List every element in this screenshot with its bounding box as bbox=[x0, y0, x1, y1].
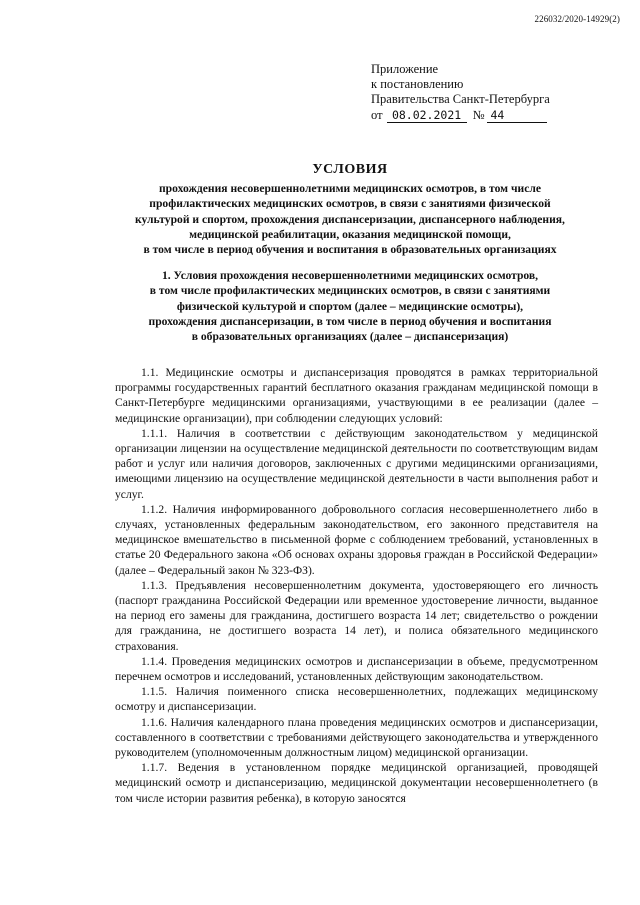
paragraph-1-1-4: 1.1.4. Проведения медицинских осмотров и диспансеризации в объеме, предусмотренном перечнем осмотров и исследований, установленных действующим законодательством. bbox=[115, 654, 598, 684]
subtitle-line: в том числе в период обучения и воспитания в образовательных организациях bbox=[143, 243, 557, 257]
subtitle-line: прохождения несовершеннолетними медицинских осмотров, в том числе bbox=[159, 182, 541, 195]
paragraph-1-1-7: 1.1.7. Ведения в установленном порядке медицинской организацией, проводящей медицинский осмотр и диспансеризацию, медицинской документации несовершеннолетнего (в том числе истории развития ребенка), в которую заносятся bbox=[115, 761, 598, 805]
section-heading-line: в том числе профилактических медицинских осмотров, в связи с занятиями bbox=[149, 284, 551, 298]
paragraph-1-1-1: 1.1.1. Наличия в соответствии с действующим законодательством у медицинской организации лицензии на осуществление медицинской деятельности по соответствующим видам работ и услуг или наличия договоров, заключенных с другими медицинскими организациями, имеющими лицензию на осуществление медицинской деятельности в части выполнения работ и услуг. bbox=[115, 426, 598, 501]
subtitle-line: профилактических медицинских осмотров, в связи с занятиями физической bbox=[149, 197, 551, 211]
subtitle-line: культурой и спортом, прохождения диспансеризации, диспансерного наблюдения, bbox=[135, 212, 565, 226]
appendix-line-3: Правительства Санкт-Петербурга bbox=[371, 92, 550, 107]
paragraph-1-1: 1.1. Медицинские осмотры и диспансеризация проводятся в рамках территориальной программы государственных гарантий бесплатного оказания гражданам медицинской помощи в Санкт-Петербурге медицинскими организациями, участвующими в ее реализации (далее – медицинские организации), при соблюдении следующих условий: bbox=[115, 366, 598, 425]
appendix-date-line bbox=[371, 108, 611, 123]
document-subtitle bbox=[100, 181, 600, 257]
document-title: УСЛОВИЯ bbox=[312, 162, 388, 177]
section-heading-line: физической культурой и спортом (далее – медицинские осмотры), bbox=[176, 299, 524, 313]
subtitle-line: медицинской реабилитации, оказания медицинской помощи, bbox=[189, 227, 511, 241]
section-heading-line: в образовательных организациях (далее – диспансеризация) bbox=[191, 330, 509, 344]
appendix-line-2: к постановлению bbox=[371, 77, 464, 92]
date-prefix: от bbox=[371, 107, 383, 122]
section-heading-line: прохождения диспансеризации, в том числе в период обучения и воспитания bbox=[148, 314, 552, 328]
section-heading bbox=[100, 268, 600, 344]
resolution-number: 44 bbox=[487, 109, 547, 123]
appendix-line-1: Приложение bbox=[371, 62, 439, 76]
document-body bbox=[115, 365, 598, 806]
paragraph-1-1-3: 1.1.3. Предъявления несовершеннолетним документа, удостоверяющего его личность (паспорт гражданина Российской Федерации или временное удостоверение личности, выданное на период его замены для гражданина, достигшего возраста 14 лет; свидетельство о рождении для гражданина, не достигшего возраста 14 лет), и полиса обязательного медицинского страхования. bbox=[115, 578, 598, 653]
appendix-block bbox=[371, 62, 611, 123]
document-registration-number: 226032/2020-14929(2) bbox=[534, 14, 620, 24]
section-heading-line: 1. Условия прохождения несовершеннолетними медицинских осмотров, bbox=[161, 269, 539, 282]
paragraph-1-1-5: 1.1.5. Наличия поименного списка несовершеннолетних, подлежащих медицинскому осмотру и диспансеризации. bbox=[115, 685, 598, 714]
number-sign: № bbox=[472, 107, 485, 122]
paragraph-1-1-6: 1.1.6. Наличия календарного плана проведения медицинских осмотров и диспансеризации, составленного в соответствии с требованиями действующего законодательства и утвержденного руководителем (уполномоченным должностным лицом) медицинской организации. bbox=[115, 715, 598, 760]
resolution-date: 08.02.2021 bbox=[387, 109, 467, 123]
paragraph-1-1-2: 1.1.2. Наличия информированного добровольного согласия несовершеннолетнего либо в случаях, установленных федеральным законодательством, его законного представителя на медицинское вмешательство в письменной форме с соблюдением требований, установленных в статье 20 Федерального закона «Об основах охраны здоровья граждан в Российской Федерации» (далее – Федеральный закон № 323-ФЗ). bbox=[115, 502, 598, 577]
